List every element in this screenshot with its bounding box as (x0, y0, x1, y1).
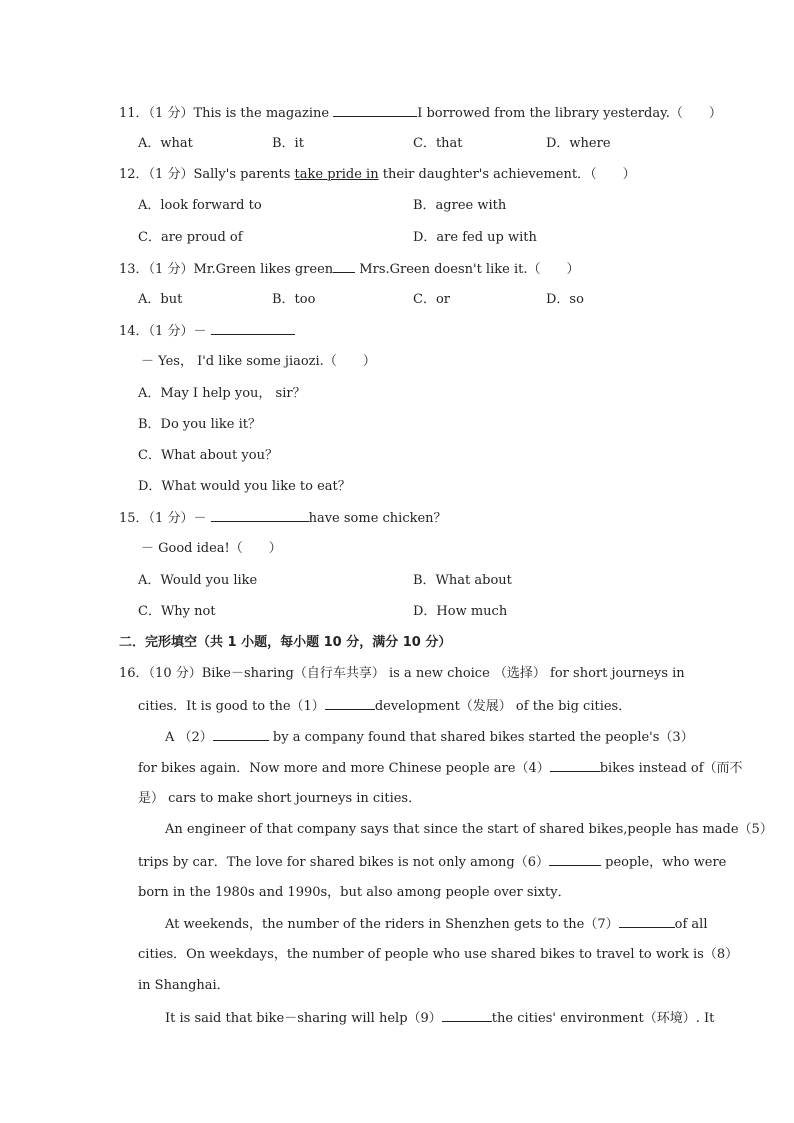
answer-blank (333, 260, 355, 273)
passage-line: cities．On weekdays，the number of people who use shared bikes to travel to work is（8） (138, 947, 739, 962)
question-14-option-b: B．Do you like it？ (138, 417, 262, 432)
underlined-phrase: take pride in (294, 167, 379, 182)
answer-blank (550, 759, 600, 772)
question-11-option-c: C．that (413, 136, 463, 151)
question-15-option-d: D．How much (413, 604, 508, 619)
answer-blank (213, 728, 269, 741)
question-14-reply: － Yes， I'd like some jiaozi.（ ） (141, 354, 376, 369)
passage-line: 是） cars to make short journeys in cities． (138, 791, 422, 806)
question-14-stem: 14．（1 分）－ (119, 322, 295, 341)
question-11-stem: 11．（1 分）This is the magazine I borrowed from the library yesterday.（ ） (119, 106, 722, 121)
question-12-option-a: A．look forward to (138, 198, 262, 213)
question-12-stem: 12．（1 分）Sally's parents take pride in their daughter's achievement．（ ） (119, 167, 636, 182)
question-14-option-c: C．What about you？ (138, 448, 278, 463)
question-11-option-b: B．it (272, 136, 304, 151)
question-14-option-d: D．What would you like to eat？ (138, 479, 351, 494)
question-12-option-c: C．are proud of (138, 230, 243, 245)
question-15-stem: 15．（1 分）－ have some chicken？ (119, 511, 447, 526)
answer-blank (442, 1009, 492, 1022)
question-13-option-c: C．or (413, 292, 450, 307)
answer-blank (325, 697, 375, 710)
passage-line: A （2） by a company found that shared bikes started the people's（3） (165, 730, 694, 745)
question-15-option-b: B．What about (413, 573, 512, 588)
passage-line: born in the 1980s and 1990s，but also among people over sixty． (138, 885, 571, 900)
answer-blank (211, 322, 295, 335)
question-13-stem: 13．（1 分）Mr.Green likes green Mrs.Green doesn't like it.（ ） (119, 262, 580, 277)
question-15-option-c: C．Why not (138, 604, 216, 619)
passage-line: It is said that bike－sharing will help（9） the cities' environment（环境）. It (165, 1011, 715, 1026)
passage-line: for bikes again．Now more and more Chinese people are（4） bikes instead of（而不 (138, 761, 743, 776)
question-12-option-d: D．are fed up with (413, 230, 537, 245)
passage-line: At weekends，the number of the riders in Shenzhen gets to the（7） of all (165, 917, 708, 932)
question-11-option-d: D．where (546, 136, 611, 151)
question-13-option-d: D．so (546, 292, 584, 307)
passage-line: An engineer of that company says that since the start of shared bikes,people has made（5） (165, 822, 773, 837)
question-14-option-a: A．May I help you， sir？ (138, 386, 306, 401)
passage-line: 16．（10 分）Bike－sharing（自行车共享） is a new choice （选择） for short journeys in (119, 666, 685, 681)
question-11-option-a: A．what (138, 136, 193, 151)
question-13-option-a: A．but (138, 292, 183, 307)
answer-blank (333, 104, 417, 117)
question-13-option-b: B．too (272, 292, 316, 307)
passage-line: cities．It is good to the（1） development（发展） of the big cities． (138, 699, 632, 714)
passage-line: in Shanghai． (138, 978, 230, 993)
question-12-option-b: B．agree with (413, 198, 507, 213)
passage-line: trips by car．The love for shared bikes is not only among（6） people，who were (138, 855, 727, 870)
answer-blank (549, 853, 601, 866)
answer-blank (619, 915, 675, 928)
question-15-option-a: A．Would you like (138, 573, 258, 588)
section-heading: 二．完形填空（共 1 小题，每小题 10 分，满分 10 分） (119, 635, 452, 650)
question-15-reply: － Good idea!（ ） (141, 541, 282, 556)
answer-blank (211, 509, 309, 522)
